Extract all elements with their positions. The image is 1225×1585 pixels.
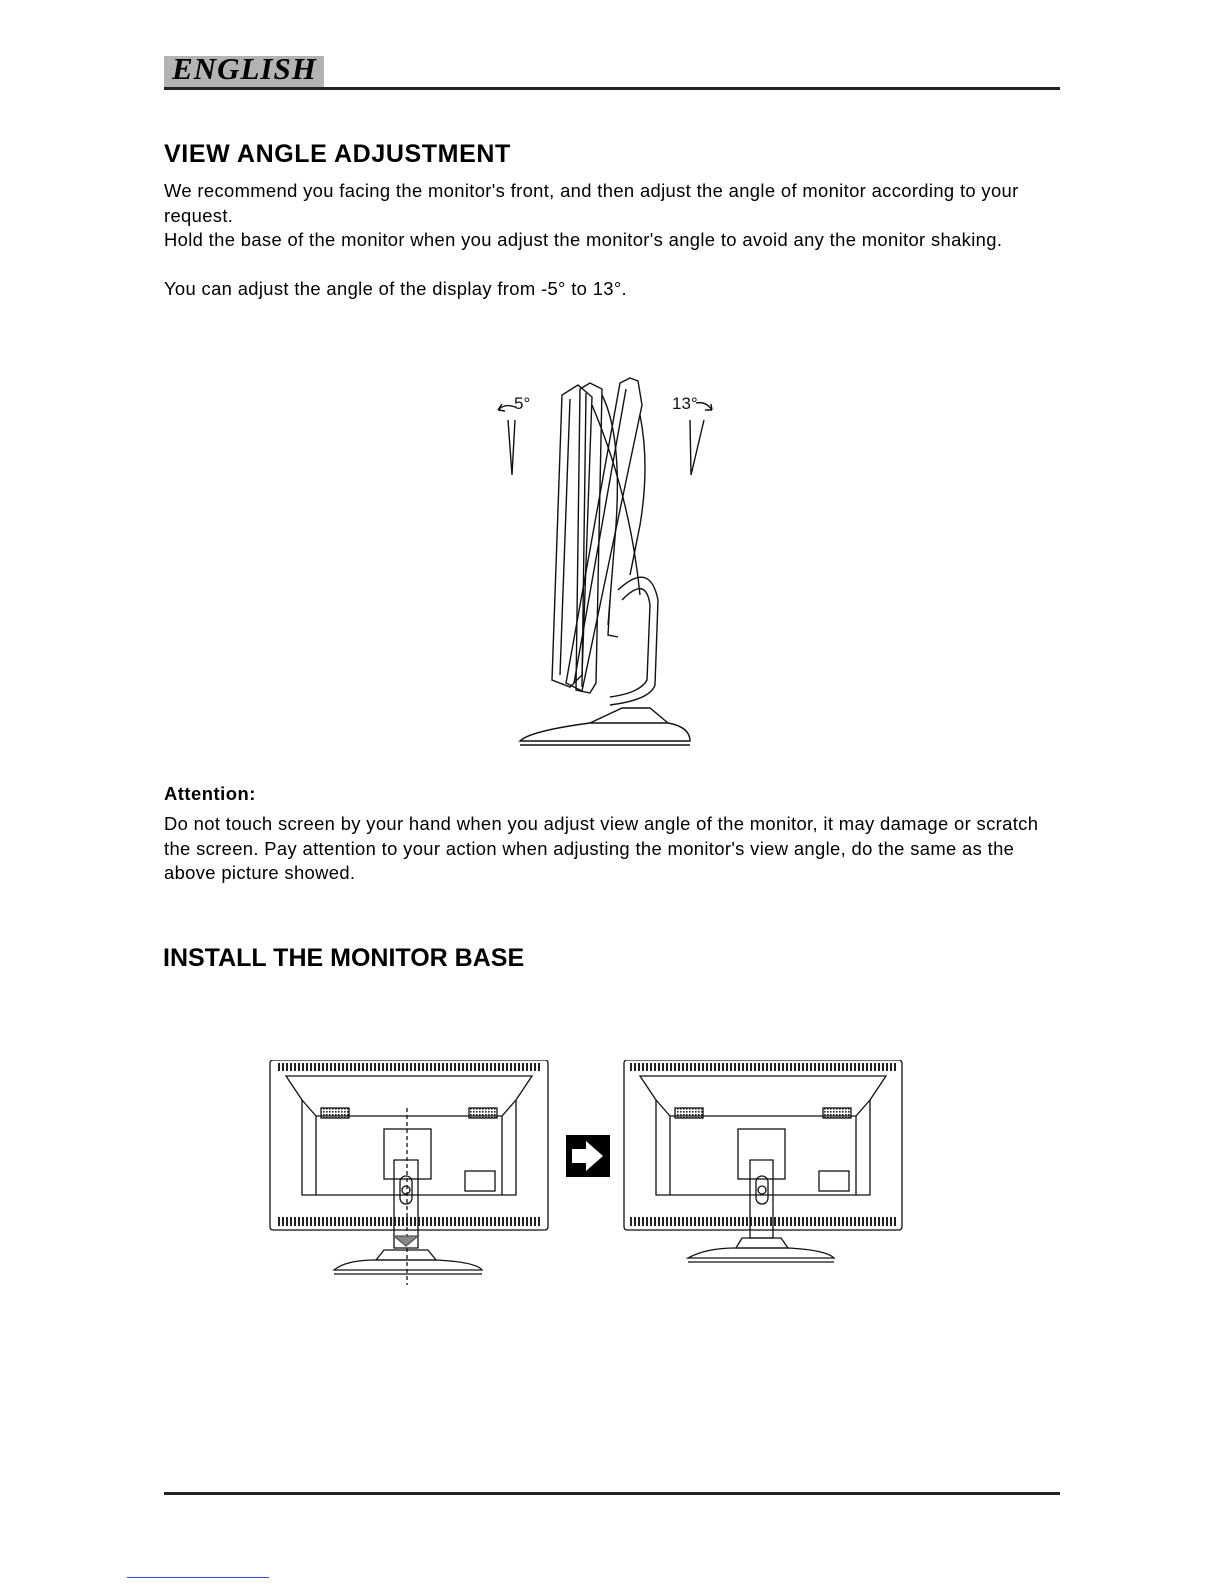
footer-link-underline [127, 1577, 269, 1578]
base-plate-after [688, 1248, 834, 1258]
stand-base [520, 723, 690, 741]
view-angle-paragraph-2: Hold the base of the monitor when you adjust the monitor's angle to avoid any the monitor shaking. [164, 229, 1003, 250]
tilt-forward-wedge [690, 420, 704, 475]
header-rule [164, 87, 1060, 90]
tilt-angle-figure [490, 375, 730, 765]
attention-title: Attention: [164, 783, 256, 804]
language-label: ENGLISH [172, 51, 317, 86]
tilt-back-label: 5° [514, 394, 531, 413]
footer-rule [164, 1492, 1060, 1495]
view-angle-paragraph-3: You can adjust the angle of the display from -5° to 13°. [164, 278, 628, 299]
tilt-forward-arrow [696, 403, 712, 410]
monitor-before [270, 1060, 548, 1285]
base-plate-before [334, 1260, 482, 1270]
stand-base-top [590, 708, 668, 723]
install-base-figure [266, 1060, 916, 1295]
attention-text: Do not touch screen by your hand when you adjust view angle of the monitor, it may damage or scratch the screen. Pay attention to your action when adjusting the monitor's view angle, do the same as the above picture showed. [164, 813, 1039, 883]
tilt-forward-label: 13° [672, 394, 698, 413]
view-angle-paragraph-1: We recommend you facing the monitor's front, and then adjust the angle of monitor according to your request. [164, 180, 1019, 226]
next-step-arrow-icon [566, 1135, 610, 1177]
monitor-after [624, 1060, 902, 1262]
view-angle-title: VIEW ANGLE ADJUSTMENT [164, 140, 511, 168]
tilt-back-wedge [508, 420, 515, 475]
stand-neck [610, 577, 658, 705]
install-title: INSTALL THE MONITOR BASE [163, 944, 525, 972]
